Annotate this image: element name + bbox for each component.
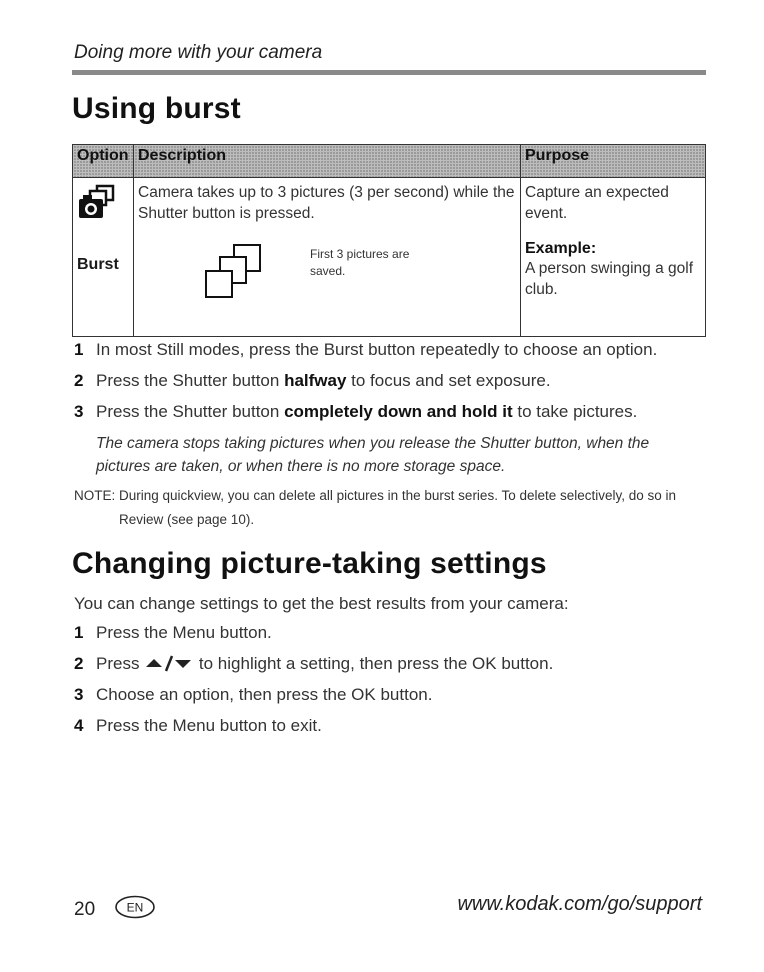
settings-step-1 bbox=[74, 623, 272, 643]
settings-step-2 bbox=[74, 654, 553, 674]
step-text: In most Still modes, press the Burst button repeatedly to choose an option. bbox=[96, 340, 658, 359]
page-number-text: 20 bbox=[74, 899, 96, 920]
table-row bbox=[73, 178, 706, 337]
step-number: 2 bbox=[74, 654, 84, 673]
settings-intro: You can change settings to get the best results from your camera: bbox=[74, 594, 569, 613]
step-number: 4 bbox=[74, 716, 84, 735]
step-number: 2 bbox=[74, 371, 84, 390]
col-header-option: Option bbox=[73, 145, 134, 178]
settings-step-3 bbox=[74, 685, 432, 705]
up-down-arrows-icon bbox=[144, 654, 194, 672]
burst-step-1 bbox=[74, 340, 657, 360]
step-number: 1 bbox=[74, 623, 84, 642]
burst-step-2 bbox=[74, 371, 551, 391]
description-text: Camera takes up to 3 pictures (3 per second) while the Shutter button is pressed. bbox=[138, 184, 515, 222]
col-header-description: Description bbox=[134, 145, 521, 178]
example-label: Example: bbox=[525, 240, 597, 257]
language-badge-icon bbox=[114, 895, 156, 919]
italic-note: The camera stops taking pictures when you release the Shutter button, when the pictures are taken, or when there is no more storage space. bbox=[96, 435, 650, 475]
option-cell bbox=[73, 178, 134, 337]
step-text: to focus and set exposure. bbox=[346, 371, 551, 390]
header-rule bbox=[72, 70, 706, 75]
step-text: Press the Menu button to exit. bbox=[96, 716, 322, 735]
section-title-settings: Changing picture-taking settings bbox=[72, 547, 547, 580]
step-text: Press the Shutter button bbox=[96, 402, 285, 421]
step-emphasis: completely down and hold it bbox=[284, 402, 513, 421]
description-cell bbox=[134, 178, 521, 337]
example-text: A person swinging a golf club. bbox=[525, 260, 694, 298]
step-number: 1 bbox=[74, 340, 84, 359]
stacked-pictures-icon bbox=[200, 242, 270, 304]
support-url[interactable]: www.kodak.com/go/support bbox=[457, 893, 702, 915]
burst-step-3 bbox=[74, 402, 637, 422]
figure-caption: First 3 pictures are saved. bbox=[310, 247, 410, 278]
note-line-2: Review (see page 10). bbox=[119, 512, 255, 527]
purpose-text: Capture an expected event. bbox=[525, 184, 669, 222]
note-line-1: NOTE: During quickview, you can delete all pictures in the burst series. To delete selectively, do so in bbox=[74, 488, 677, 503]
table-header-row bbox=[73, 145, 706, 178]
language-badge-text: EN bbox=[127, 900, 144, 915]
section-title-burst: Using burst bbox=[72, 92, 241, 125]
step-text: to take pictures. bbox=[512, 402, 638, 421]
note-block bbox=[74, 484, 704, 532]
step-text: to highlight a setting, then press the OK button. bbox=[194, 654, 554, 673]
settings-step-4 bbox=[74, 716, 322, 736]
running-head: Doing more with your camera bbox=[74, 42, 323, 63]
col-header-purpose: Purpose bbox=[521, 145, 706, 178]
pictures-figure bbox=[138, 242, 516, 332]
step-number: 3 bbox=[74, 402, 84, 421]
step-text: Choose an option, then press the OK button. bbox=[96, 685, 433, 704]
burst-table bbox=[72, 144, 706, 337]
step-emphasis: halfway bbox=[284, 371, 347, 390]
step-text: Press the Menu button. bbox=[96, 623, 272, 642]
burst-mode-icon bbox=[77, 182, 125, 222]
step-number: 3 bbox=[74, 685, 84, 704]
option-label: Burst bbox=[77, 256, 119, 273]
page-number bbox=[74, 895, 156, 921]
purpose-cell bbox=[521, 178, 706, 337]
step-text: Press the Shutter button bbox=[96, 371, 285, 390]
step-text: Press bbox=[96, 654, 145, 673]
